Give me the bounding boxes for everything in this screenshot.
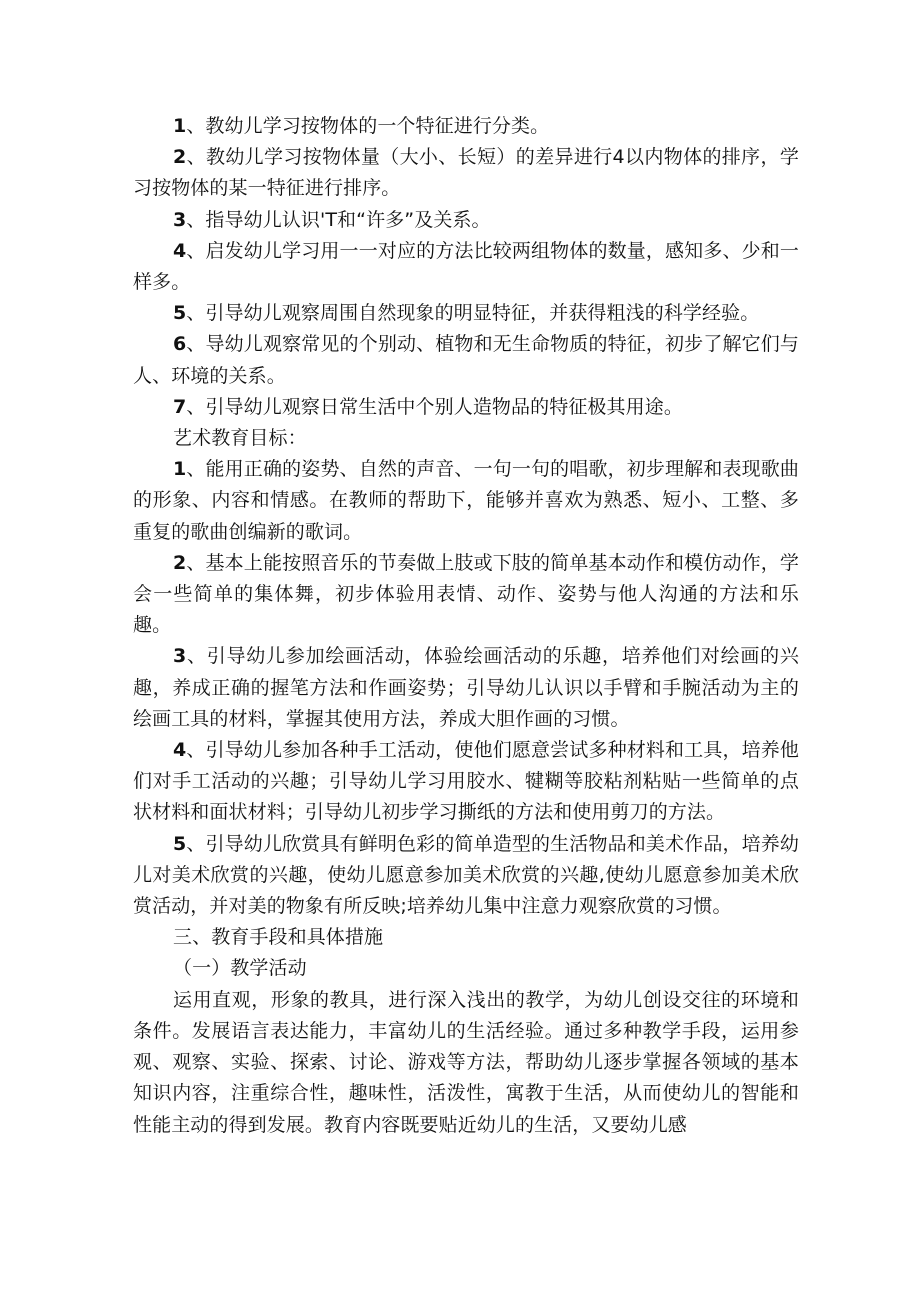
paragraph-text: 、引导幼儿观察周围自然现象的明显特征，并获得粗浅的科学经验。 xyxy=(186,302,760,325)
paragraph-text: 、教幼儿学习按物体的一个特征进行分类。 xyxy=(186,115,550,137)
section-heading xyxy=(133,922,799,953)
item-number: 5 xyxy=(173,302,187,325)
paragraph xyxy=(133,329,799,391)
subsection-heading xyxy=(133,953,799,984)
item-number: 3 xyxy=(173,208,187,231)
item-number: 4 xyxy=(173,739,187,762)
paragraph xyxy=(133,142,799,204)
paragraph-text: 、引导幼儿欣赏具有鲜明色彩的简单造型的生活物品和美术作品，培养幼儿对美术欣赏的兴趣，使幼儿愿意参加美术欣赏的兴趣,使幼儿愿意参加美术欣赏活动，并对美的物象有所反映;培养幼儿集中注意力观察欣赏的习惯。 xyxy=(133,832,799,918)
paragraph-text: 、启发幼儿学习用一一对应的方法比较两组物体的数量，感知多、少和一样多。 xyxy=(133,239,799,294)
section-heading xyxy=(133,423,799,454)
item-number: 7 xyxy=(173,395,187,418)
item-number: 6 xyxy=(173,333,187,356)
paragraph xyxy=(133,298,799,329)
paragraph-text: 、教幼儿学习按物体量（大小、长短）的差异进行4以内物体的排序，学习按物体的某一特征进行排序。 xyxy=(133,146,799,200)
paragraph xyxy=(133,985,799,1141)
paragraph xyxy=(133,641,799,735)
paragraph xyxy=(133,735,799,829)
paragraph-text: 运用直观，形象的教具，进行深入浅出的教学，为幼儿创设交往的环境和条件。发展语言表达能力，丰富幼儿的生活经验。通过多种教学手段，运用参观、观察、实验、探索、讨论、游戏等方法，帮助幼儿逐步掌握各领域的基本知识内容，注重综合性，趣味性，活泼性，寓教于生活，从而使幼儿的智能和性能主动的得到发展。教育内容既要贴近幼儿的生活，又要幼儿感 xyxy=(133,988,799,1136)
paragraph-text: 、引导幼儿参加各种手工活动，使他们愿意尝试多种材料和工具，培养他们对手工活动的兴趣；引导幼儿学习用胶水、犍糊等胶粘剂粘贴一些简单的点状材料和面状材料；引导幼儿初步学习撕纸的方法和使用剪刀的方法。 xyxy=(133,739,799,824)
paragraph xyxy=(133,454,799,548)
paragraph-text: 、能用正确的姿势、自然的声音、一句一句的唱歌，初步理解和表现歌曲的形象、内容和情感。在教师的帮助下，能够并喜欢为熟悉、短小、工整、多重复的歌曲创编新的歌词。 xyxy=(133,458,799,543)
item-number: 2 xyxy=(173,146,187,169)
paragraph-text: 三、教育手段和具体措施 xyxy=(173,926,384,949)
paragraph xyxy=(133,111,799,142)
paragraph-text: （一）教学活动 xyxy=(173,957,307,980)
paragraph xyxy=(133,392,799,423)
item-number: 1 xyxy=(173,115,187,137)
paragraph-text: 艺术教育目标： xyxy=(173,427,307,450)
paragraph-text: 、引导幼儿观察日常生活中个别人造物品的特征极其用途。 xyxy=(186,395,683,418)
paragraph xyxy=(133,236,799,298)
paragraph xyxy=(133,548,799,642)
item-number: 4 xyxy=(173,239,187,262)
document-body xyxy=(133,111,799,1141)
paragraph-text: 、基本上能按照音乐的节奏做上肢或下肢的简单基本动作和模仿动作，学会一些简单的集体舞，初步体验用表情、动作、姿势与他人沟通的方法和乐趣。 xyxy=(133,551,799,637)
item-number: 5 xyxy=(173,832,187,855)
paragraph-text: 、导幼儿观察常见的个别动、植物和无生命物质的特征，初步了解它们与人、环境的关系。 xyxy=(133,333,799,387)
item-number: 1 xyxy=(173,458,187,481)
paragraph xyxy=(133,205,799,236)
paragraph-text: 、指导幼儿认识'T和“许多”及关系。 xyxy=(186,208,491,231)
item-number: 2 xyxy=(173,551,187,574)
paragraph-text: 、引导幼儿参加绘画活动，体验绘画活动的乐趣，培养他们对绘画的兴趣，养成正确的握笔方法和作画姿势；引导幼儿认识以手臂和手腕活动为主的绘画工具的材料，掌握其使用方法，养成大胆作画的习惯。 xyxy=(133,645,799,730)
paragraph xyxy=(133,829,799,923)
item-number: 3 xyxy=(173,645,187,668)
